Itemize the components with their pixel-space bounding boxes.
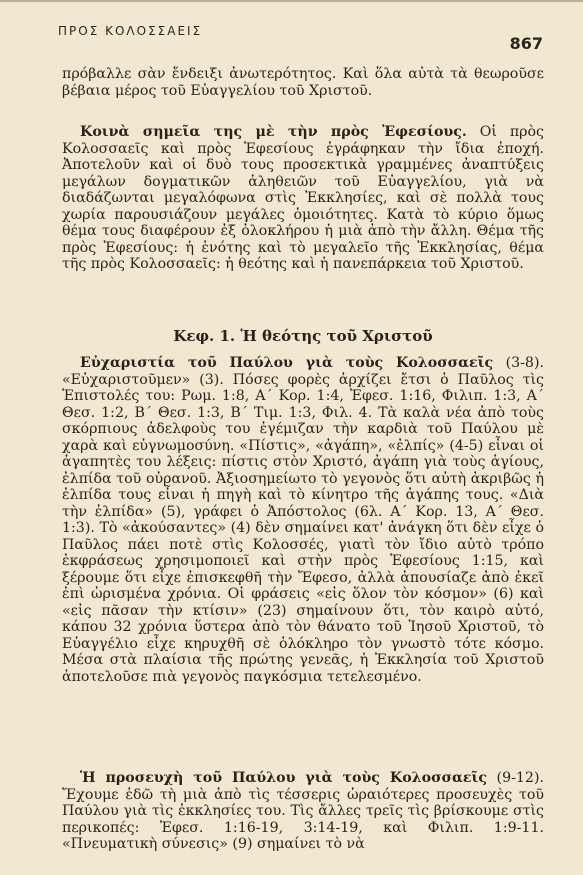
section-thanksgiving-body: (3-8). «Εὐχαριστοῦμεν» (3). Πόσες φορὲς ἀρχίζει ἔτσι ὁ Παῦλος τὶς Ἐπιστολές του: Ρωμ. 1:8, Α΄ Κορ. 1:4, Ἐφεσ. 1:16, Φιλιπ. 1:3, Α΄ Θεσ. 1:2, Β΄ Θεσ. 1:3, Β΄ Τιμ. 1:3, Φιλ. 4. Τὰ καλὰ νέα ἀπὸ τοὺς σκόρπιους ἀδελφοὺς του ἐγέμιζαν τὴν καρδιὰ τοῦ Παύλου μὲ χαρὰ καὶ εὐγνωμοσύνη. «Πίστις», «ἀγάπη», «ἐλπίς» (4-5) εἶναι οἱ ἀγαπητὲς του λέξεις: πίστις στὸν Χριστό, ἀγάπη γιὰ τοὺς ἁγίους, ἐλπίδα τοῦ οὐρανοῦ. Ἀξιοσημείωτο τὸ γεγονὸς ὅτι αὐτὴ ἀκριβῶς ἡ ἐλπίδα τους εἶναι ἡ πηγὴ καὶ τὸ κίνητρο τῆς ἀγάπης τους. «Διὰ τὴν ἐλπίδα» (5), γράφει ὁ Ἀπόστολος (6λ. Α΄ Κορ. 13, Α΄ Θεσ. 1:3). Τὸ «ἀκούσαντες» (4) δὲν σημαίνει κατ' ἀνάγκη ὅτι δὲν εἶχε ὁ Παῦλος πάει ποτὲ στὶς Κολοσσές, γιατὶ τὸν ἴδιο αὐτὸ τρόπο ἐκφράσεως χρησιμοποιεῖ καὶ στὴν πρὸς Ἐφεσίους 1:15, καὶ ξέρουμε ὅτι εἶχε ἐπισκεφθῆ τὴν Ἔφεσο, ἀλλὰ ἀπουσίαζε ἀπὸ ἐκεῖ ἐπὶ ὡρισμένα χρόνια. Οἱ φράσεις «εἰς ὅλον τὸν κόσμον» (6) καὶ «εἰς πᾶσαν τὴν κτίσιν» (23) σημαίνουν ὅτι, τὸν καιρὸ αὐτό, κάπου 32 χρόνια ὕστερα ἀπὸ τὸν θάνατο τοῦ Ἰησοῦ Χριστοῦ, τὸ Εὐαγγέλιο εἶχε κηρυχθῆ σὲ ὁλόκληρο τὸν γνωστὸ τότε κόσμο. Μέσα στὰ πλαίσια τῆς πρώτης γενεᾶς, ἡ Ἐκκλησία τοῦ Χριστοῦ ἀποτελοῦσε πιὰ γεγονὸς παγκόσμια τετελεσμένο. (62, 355, 545, 685)
running-title: ΠΡΟΣ ΚΟΛΟΣΣΑΕΙΣ (58, 24, 203, 38)
section-common-points-lead: Κοινὰ σημεῖα της μὲ τὴν πρὸς Ἐφεσίους. (80, 124, 467, 140)
section-prayer (62, 770, 544, 853)
page-number: 867 (509, 34, 543, 53)
section-thanksgiving (62, 355, 544, 685)
section-prayer-lead: Ἡ προσευχὴ τοῦ Παύλου γιὰ τοὺς Κολοσσαεῖς (80, 770, 488, 786)
intro-paragraph: πρόβαλλε σὰν ἔνδειξι ἀνωτερότητος. Καὶ ὅλα αὐτὰ τὰ θεωροῦσε βέβαια μέρος τοῦ Εὐαγγελίου τοῦ Χριστοῦ. (62, 66, 544, 99)
section-common-points (62, 124, 544, 273)
section-common-points-body: Οἱ πρὸς Κολοσσαεῖς καὶ πρὸς Ἐφεσίους ἐγράφηκαν τὴν ἴδια ἐποχή. Ἀποτελοῦν καὶ οἱ δυὸ τους προσεκτικὰ γραμμένες ἀναπτύξεις μεγάλων δογματικῶν ἀληθειῶν τοῦ Εὐαγγελίου, γιὰ νὰ διαδάζωνται μεγαλόφωνα στὶς Ἐκκλησίες, καὶ σὲ πολλὰ τους χωρία παρουσιάζουν μεγάλες ὁμοιότητες. Κατὰ τὸ κύριο ὅμως θέμα τους διαφέρουν ἐξ ὁλοκλήρου ἡ μιὰ ἀπὸ τὴν ἄλλη. Θέμα τῆς πρὸς Ἐφεσίους: ἡ ἑνότης καὶ τὸ μεγαλεῖο τῆς Ἐκκλησίας, θέμα τῆς πρὸς Κολοσσαεῖς: ἡ θεότης καὶ ἡ πανεπάρκεια τοῦ Χριστοῦ. (62, 124, 544, 272)
section-prayer-body: (9-12). Ἔχουμε ἐδῶ τὴ μιὰ ἀπὸ τὶς τέσσερις ὡραιότερες προσευχὲς τοῦ Παύλου γιὰ τὶς ἐκκλησίες του. Τὶς ἄλλες τρεῖς τὶς βρίσκουμε στὶς περικοπές: Ἐφεσ. 1:16-19, 3:14-19, καὶ Φιλιπ. 1:9-11. «Πνευματικὴ σύνεσις» (9) σημαίνει τὸ νὰ (62, 770, 544, 852)
section-thanksgiving-lead: Εὐχαριστία τοῦ Παύλου γιὰ τοὺς Κολοσσαεῖς (80, 355, 494, 371)
page-header (58, 20, 543, 53)
chapter-heading: Κεφ. 1. Ἡ θεότης τοῦ Χριστοῦ (173, 327, 433, 345)
